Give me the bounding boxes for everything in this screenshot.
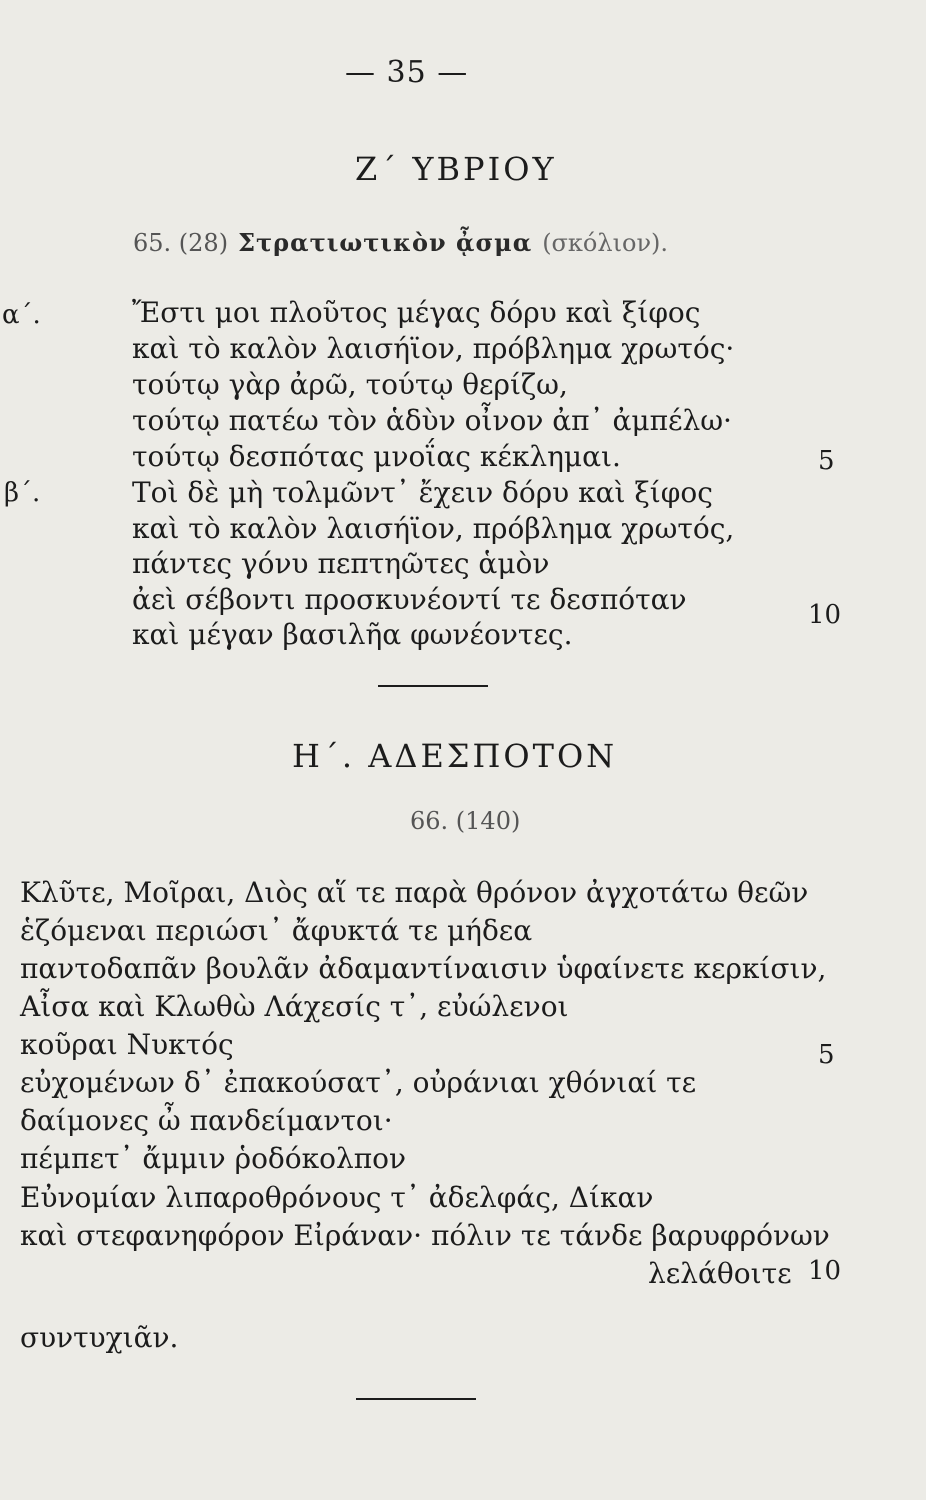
verse-line: ἑζόμεναι περιώσι᾿ ἄφυκτά τε μήδεα	[20, 914, 533, 947]
verse-line: τούτῳ γὰρ ἀρῶ, τούτῳ θερίζω,	[132, 368, 568, 401]
line-number: 10	[808, 600, 842, 630]
verse-line: καὶ τὸ καλὸν λαισήϊον, πρόβλημα χρωτός,	[132, 512, 735, 545]
section-divider	[378, 685, 488, 687]
verse-line: Κλῦτε, Μοῖραι, Διὸς αἵ τε παρὰ θρόνον ἀγχοτάτω θεῶν	[20, 876, 809, 909]
poem-reference-66: 66. (140)	[410, 807, 521, 835]
verse-line: ἀεὶ σέβοντι προσκυνέοντί τε δεσπόταν	[132, 583, 687, 616]
reference-title: Στρατιωτικὸν ᾆσμα	[238, 228, 533, 257]
line-number: 5	[818, 1040, 835, 1070]
verse-line: καὶ τὸ καλὸν λαισήϊον, πρόβλημα χρωτός·	[132, 332, 735, 365]
verse-line: τούτῳ πατέω τὸν ἁδὺν οἶνον ἀπ᾿ ἀμπέλω·	[132, 404, 732, 437]
verse-line: Τοὶ δὲ μὴ τολμῶντ᾿ ἔχειν δόρυ καὶ ξίφος	[132, 476, 713, 509]
verse-line: πάντες γόνυ πεπτηῶτες ἁμὸν	[132, 547, 550, 580]
verse-line: λελάθοιτε	[648, 1257, 792, 1290]
verse-line: καὶ στεφανηφόρον Εἰράναν· πόλιν τε τάνδε βαρυφρόνων	[20, 1219, 830, 1252]
strophe-marker-beta: β΄.	[4, 478, 41, 508]
line-number: 5	[818, 446, 835, 476]
section-heading-hybrias: Ζ΄ ΥΒΡΙΟΥ	[355, 150, 557, 188]
verse-line: Αἶσα καὶ Κλωθὼ Λάχεσίς τ᾿, εὐώλενοι	[20, 990, 569, 1023]
verse-line: τούτῳ δεσπότας μνοΐας κέκλημαι.	[132, 440, 621, 473]
verse-line: καὶ μέγαν βασιλῆα φωνέοντες.	[132, 618, 573, 651]
section-divider	[356, 1398, 476, 1400]
verse-line: δαίμονες ὦ πανδείμαντοι·	[20, 1104, 393, 1137]
verse-line: παντοδαπᾶν βουλᾶν ἀδαμαντίναισιν ὑφαίνετε κερκίσιν,	[20, 952, 827, 985]
poem-reference-65	[133, 228, 668, 257]
verse-line: συντυχιᾶν.	[20, 1321, 179, 1354]
page-number: — 35 —	[345, 55, 469, 90]
strophe-marker-alpha: α΄.	[2, 300, 41, 330]
verse-line: Εὐνομίαν λιπαροθρόνους τ᾿ ἀδελφάς, Δίκαν	[20, 1181, 654, 1214]
verse-line: εὐχομένων δ᾿ ἐπακούσατ᾿, οὐράνιαι χθόνιαί τε	[20, 1066, 697, 1099]
verse-line: πέμπετ᾿ ἄμμιν ῥοδόκολπον	[20, 1142, 407, 1175]
reference-number: 65. (28)	[133, 229, 229, 257]
section-heading-adespoton: Η΄. ΑΔΕΣΠΟΤΟΝ	[292, 737, 618, 775]
line-number: 10	[808, 1256, 842, 1286]
reference-subtitle: (σκόλιον).	[542, 229, 669, 257]
verse-line: Ἔστι μοι πλοῦτος μέγας δόρυ καὶ ξίφος	[132, 296, 701, 329]
verse-line: κοῦραι Νυκτός	[20, 1028, 234, 1061]
